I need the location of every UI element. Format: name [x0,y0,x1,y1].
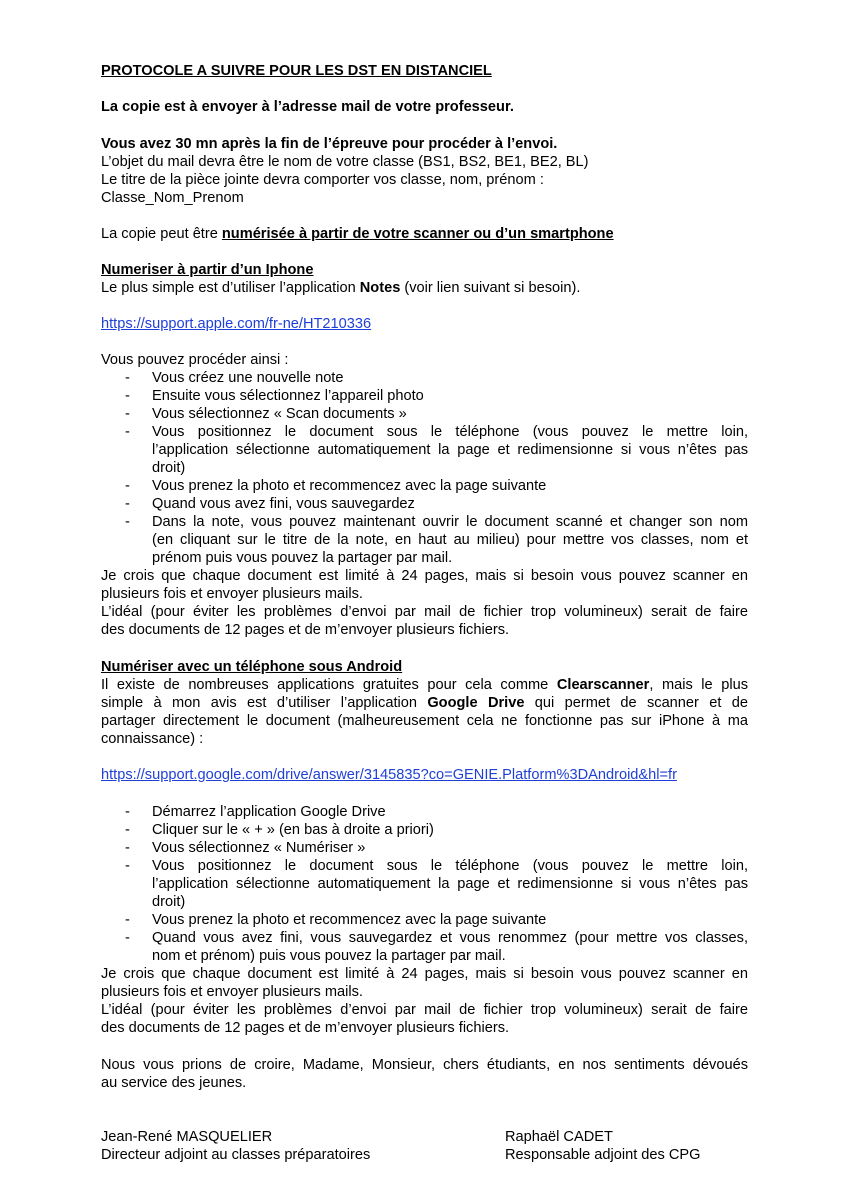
closing-line-1: Nous vous prions de croire, Madame, Monsieur, chers étudiants, en nos sentiments dévoués [101,1057,748,1073]
android-page-limit-note: Je crois que chaque document est limité à 24 pages, mais si besoin vous pouvez scanner en [101,966,748,982]
google-support-link[interactable]: https://support.google.com/drive/answer/3145835?co=GENIE.Platform%3DAndroid&hl=fr [101,767,677,783]
list-bullet: - [125,822,130,838]
apple-support-link[interactable]: https://support.apple.com/fr-ne/HT210336 [101,316,372,332]
iphone-notes-text: Le plus simple est d’utiliser l’application [101,280,360,296]
iphone-page-limit-note: Je crois que chaque document est limité à 24 pages, mais si besoin vous pouvez scanner en [101,568,748,584]
left-signatory-role: Directeur adjoint au classes préparatoires [101,1147,371,1163]
iphone-file-size-note: L’idéal (pour éviter les problèmes d’envoi par mail de fichier trop volumineux) serait de faire [101,604,748,620]
list-bullet: - [125,930,130,946]
list-bullet: - [125,912,130,928]
closing-line-2: au service des jeunes. [101,1075,247,1091]
intro-attachment-title: Le titre de la pièce jointe devra comporter vos classe, nom, prénom : [101,172,544,188]
android-file-size-note: L’idéal (pour éviter les problèmes d’envoi par mail de fichier trop volumineux) serait de faire [101,1002,748,1018]
iphone-notes-suffix: (voir lien suivant si besoin). [400,280,581,296]
list-bullet: - [125,406,130,422]
iphone-page-limit-note-cont: plusieurs fois et envoyer plusieurs mails. [101,586,363,602]
iphone-notes-line [101,279,580,297]
list-bullet: - [125,424,130,440]
list-bullet: - [125,388,130,404]
intro-filename-format: Classe_Nom_Prenom [101,190,244,206]
intro-deadline: Vous avez 30 mn après la fin de l’épreuve pour procéder à l’envoi. [101,136,558,152]
android-page-limit-note-cont: plusieurs fois et envoyer plusieurs mails. [101,984,363,1000]
android-paragraph-line-1: Il existe de nombreuses applications gratuites pour cela comme Clearscanner, mais le plus [101,677,748,693]
left-signatory-name: Jean-René MASQUELIER [101,1129,273,1145]
android-paragraph-line-2: simple à mon avis est d’utiliser l’application Google Drive qui permet de scanner et de [101,695,748,711]
android-paragraph-line-4: connaissance) : [101,731,204,747]
iphone-section-heading: Numeriser à partir d’un Iphone [101,262,314,278]
list-bullet: - [125,478,130,494]
scan-options-line [101,225,614,243]
iphone-file-size-note-cont: des documents de 12 pages et de m’envoyer plusieurs fichiers. [101,622,510,638]
list-bullet: - [125,804,130,820]
right-signatory-role: Responsable adjoint des CPG [505,1147,701,1163]
right-signatory-name: Raphaël CADET [505,1129,613,1145]
list-bullet: - [125,370,130,386]
intro-subject-line: L’objet du mail devra être le nom de votre classe (BS1, BS2, BE1, BE2, BL) [101,154,589,170]
scan-options-text: La copie peut être [101,226,222,242]
android-paragraph-line-3: partager directement le document (malheureusement cela ne fonctionne pas sur iPhone à ma [101,713,748,729]
google-drive-app-name: Google Drive [427,695,525,711]
iphone-steps-intro: Vous pouvez procéder ainsi : [101,352,289,368]
list-bullet: - [125,840,130,856]
list-bullet: - [125,858,130,874]
scan-options-emphasis: numérisée à partir de votre scanner ou d’un smartphone [221,226,614,242]
clearscanner-app-name: Clearscanner [556,677,650,693]
list-bullet: - [125,514,130,530]
notes-app-name: Notes [359,280,401,296]
document-title: PROTOCOLE A SUIVRE POUR LES DST EN DISTANCIEL [101,63,492,79]
list-bullet: - [125,496,130,512]
android-file-size-note-cont: des documents de 12 pages et de m’envoyer plusieurs fichiers. [101,1020,510,1036]
android-section-heading: Numériser avec un téléphone sous Android [101,659,403,675]
intro-email-instruction: La copie est à envoyer à l’adresse mail de votre professeur. [101,99,514,115]
